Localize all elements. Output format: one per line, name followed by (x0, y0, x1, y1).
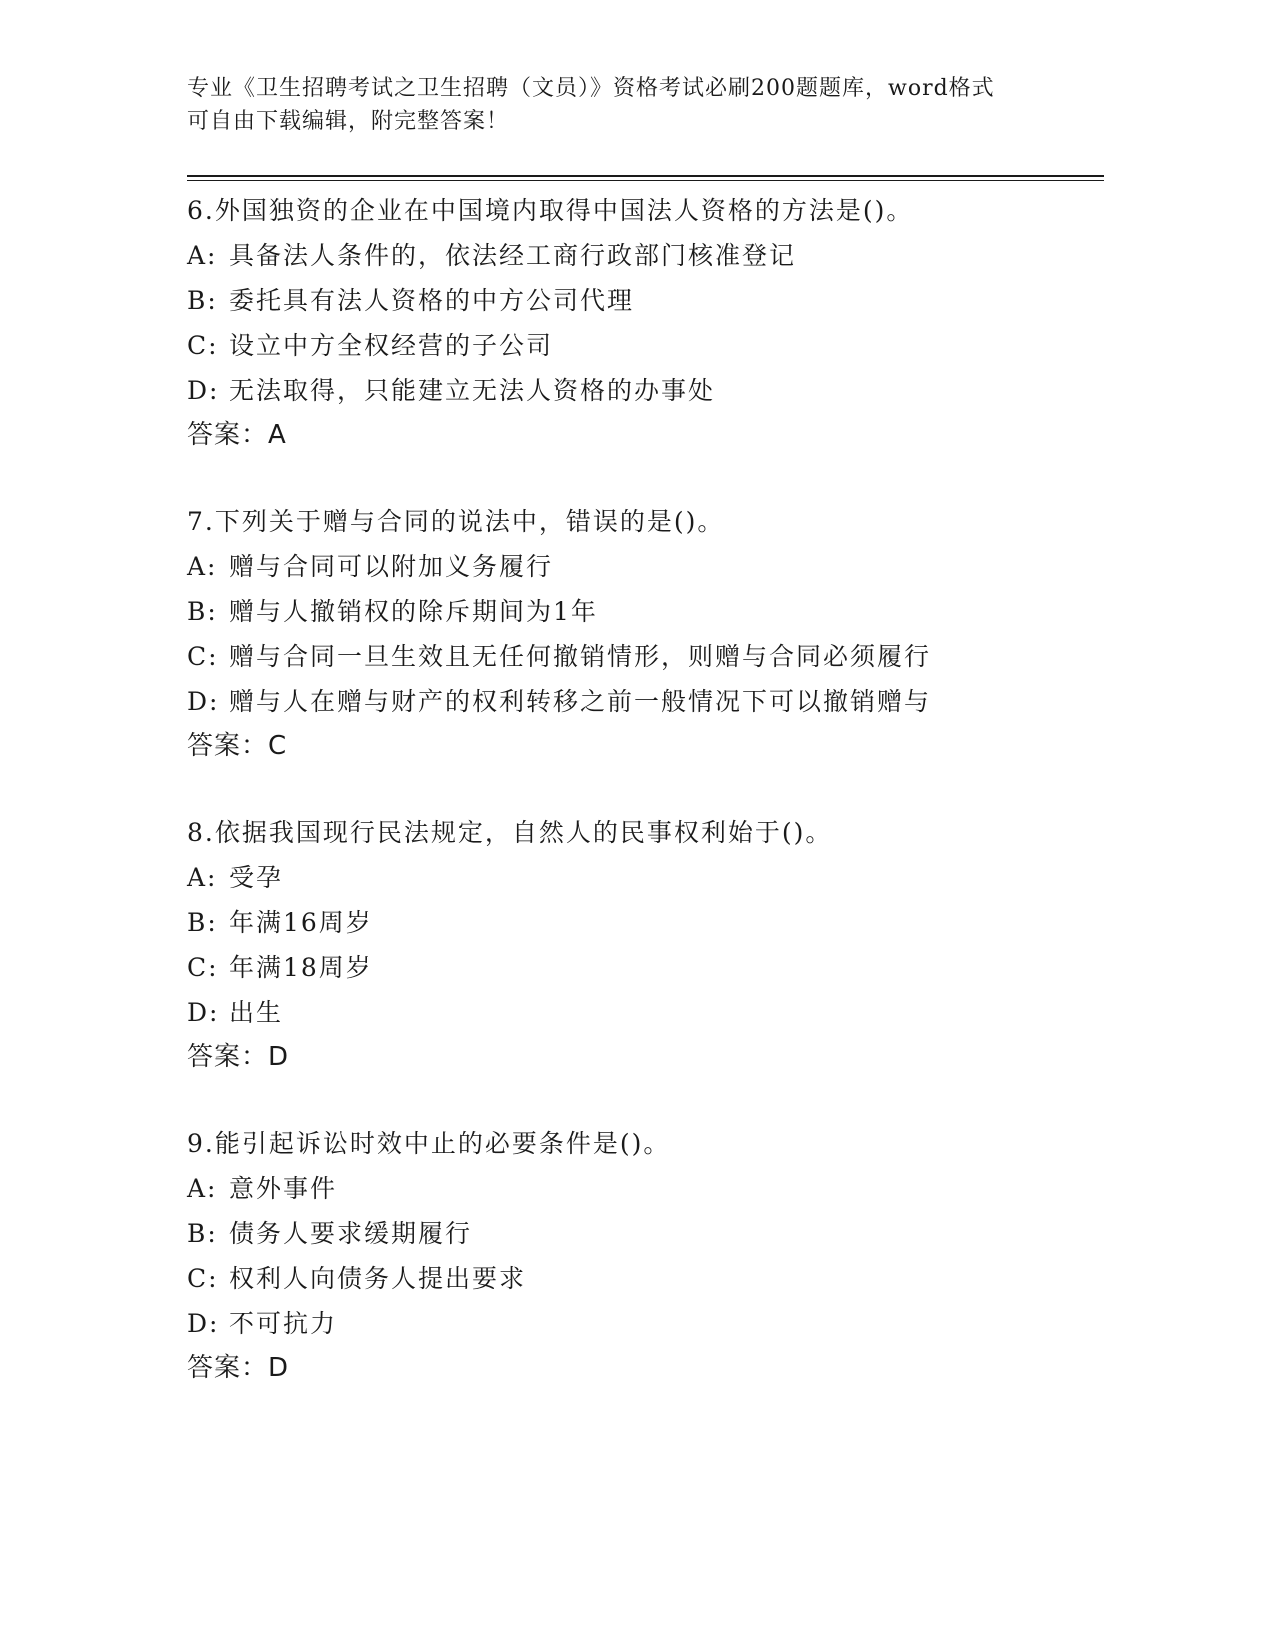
question-6 (187, 188, 1087, 458)
option-text: 赠与人在赠与财产的权利转移之前一般情况下可以撤销赠与 (229, 687, 932, 716)
option-letter: A: (187, 552, 218, 581)
header-divider-thick (187, 175, 1104, 177)
option-a (187, 855, 1087, 900)
option-text: 不可抗力 (229, 1309, 338, 1338)
question-stem: 8.依据我国现行民法规定，自然人的民事权利始于()。 (187, 818, 833, 847)
option-c (187, 634, 1087, 679)
option-text: 年满18周岁 (229, 953, 373, 982)
option-text: 赠与合同一旦生效且无任何撤销情形，则赠与合同必须履行 (229, 642, 932, 671)
option-letter: D: (187, 376, 220, 405)
question-7 (187, 499, 1087, 769)
option-b (187, 589, 1087, 634)
option-text: 出生 (229, 998, 284, 1027)
question-list (187, 188, 1087, 1432)
question-stem: 9.能引起诉讼时效中止的必要条件是()。 (187, 1129, 671, 1158)
option-a (187, 1166, 1087, 1211)
answer-label: 答案：D (187, 1042, 290, 1072)
option-b (187, 278, 1087, 323)
option-letter: C: (187, 331, 219, 360)
option-text: 权利人向债务人提出要求 (229, 1264, 527, 1293)
option-b (187, 900, 1087, 945)
option-text: 具备法人条件的，依法经工商行政部门核准登记 (229, 241, 797, 270)
answer-label: 答案：C (187, 731, 288, 761)
document-header (187, 72, 1087, 138)
option-text: 受孕 (229, 863, 284, 892)
option-letter: B: (187, 1219, 218, 1248)
option-letter: B: (187, 597, 218, 626)
option-text: 设立中方全权经营的子公司 (229, 331, 554, 360)
option-letter: D: (187, 1309, 220, 1338)
option-text: 委托具有法人资格的中方公司代理 (229, 286, 635, 315)
option-text: 债务人要求缓期履行 (229, 1219, 473, 1248)
option-c (187, 1256, 1087, 1301)
option-letter: C: (187, 1264, 219, 1293)
option-text: 意外事件 (229, 1174, 338, 1203)
option-text: 赠与人撤销权的除斥期间为1年 (229, 597, 598, 626)
option-c (187, 945, 1087, 990)
option-text: 赠与合同可以附加义务履行 (229, 552, 554, 581)
option-letter: A: (187, 1174, 218, 1203)
option-letter: D: (187, 687, 220, 716)
question-stem: 7.下列关于赠与合同的说法中，错误的是()。 (187, 507, 725, 536)
option-a (187, 233, 1087, 278)
option-letter: C: (187, 953, 219, 982)
option-text: 年满16周岁 (229, 908, 373, 937)
question-8 (187, 810, 1087, 1080)
option-d (187, 368, 1087, 413)
option-letter: B: (187, 286, 218, 315)
option-c (187, 323, 1087, 368)
answer-label: 答案：D (187, 1353, 290, 1383)
header-divider-thin (187, 180, 1104, 181)
option-letter: D: (187, 998, 220, 1027)
answer-label: 答案：A (187, 420, 287, 450)
option-d (187, 990, 1087, 1035)
header-title-line-2: 可自由下载编辑，附完整答案！ (187, 109, 510, 134)
option-letter: C: (187, 642, 219, 671)
question-stem: 6.外国独资的企业在中国境内取得中国法人资格的方法是()。 (187, 196, 914, 225)
option-b (187, 1211, 1087, 1256)
option-a (187, 544, 1087, 589)
header-title-line-1: 专业《卫生招聘考试之卫生招聘（文员）》资格考试必刷200题题库，word格式 (187, 76, 995, 101)
option-d (187, 679, 1087, 724)
option-letter: B: (187, 908, 218, 937)
option-letter: A: (187, 863, 218, 892)
question-9 (187, 1121, 1087, 1391)
option-letter: A: (187, 241, 218, 270)
option-d (187, 1301, 1087, 1346)
option-text: 无法取得，只能建立无法人资格的办事处 (229, 376, 716, 405)
